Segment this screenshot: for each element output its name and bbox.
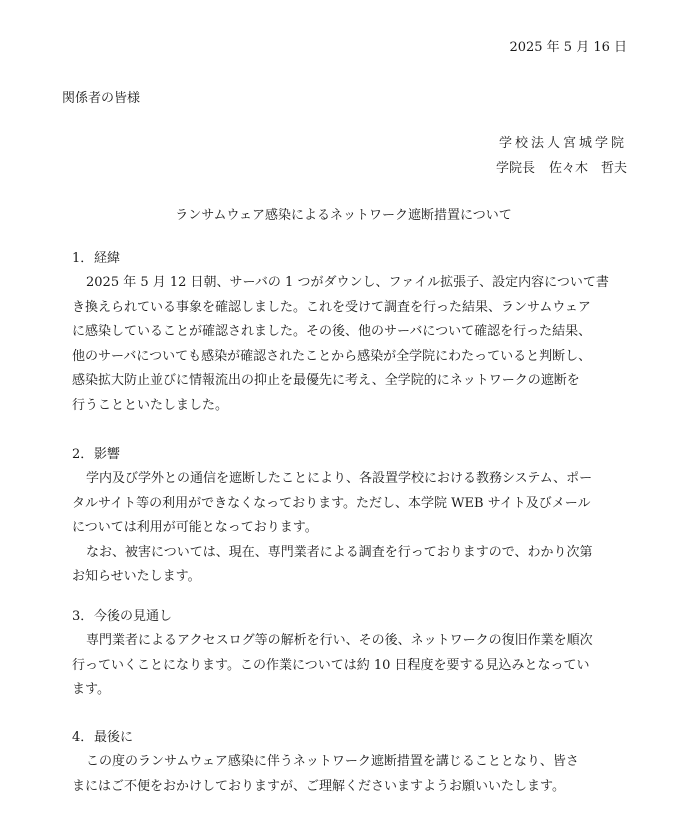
section-heading [72,247,632,271]
paragraph-line: タルサイト等の利用ができなくなっております。ただし、本学院 WEB サイト及びメール [72,495,591,511]
section-impact [72,443,632,590]
paragraph-line: お知らせいたします。 [72,569,201,584]
sender [496,157,627,176]
section-paragraph [72,467,632,541]
section-paragraph [72,541,632,590]
paragraph-line: まにはご不便をおかけしておりますが、ご理解くださいますようお願いいたします。 [72,778,565,794]
paragraph-line: 行うことといたしました。 [72,397,229,413]
paragraph-line: 行っていくことになります。この作業については約 10 日程度を要する見込みとなってい [72,657,590,673]
sender-title: 学院長 [495,161,535,176]
document-date: 2025 年 5 月 16 日 [509,40,627,55]
section-closing [72,726,632,799]
section-title: 経緯 [94,251,121,266]
paragraph-line: なお、被害については、現在、専門業者による調査を行っておりますので、わかり次第 [86,544,593,560]
paragraph-line: 他のサーバについても感染が確認されたことから感染が全学院にわたっていると判断し、 [72,348,592,364]
section-outlook [72,605,632,703]
paragraph-line: ます。 [72,682,110,697]
section-paragraph [72,629,632,703]
section-paragraph [72,271,632,418]
section-title: 今後の見通し [94,609,173,624]
section-paragraph [72,750,632,799]
paragraph-line: き換えられている事象を確認しました。これを受けて調査を行った結果、ランサムウェア [72,299,591,315]
document-title: ランサムウェア感染によるネットワーク遮断措置について [175,208,512,223]
paragraph-line: 専門業者によるアクセスログ等の解析を行い、その後、ネットワークの復旧作業を順次 [86,633,593,648]
sender-name: 佐々木 哲夫 [548,161,627,176]
section-heading [72,605,632,629]
section-title: 影響 [94,447,121,462]
paragraph-line: この度のランサムウェア感染に伴うネットワーク遮断措置を講じることとなり、皆さ [86,754,579,769]
section-title: 最後に [94,730,134,745]
section-number: 3． [72,609,94,624]
addressee: 関係者の皆様 [62,91,141,106]
section-number: 1． [72,251,94,266]
section-heading [72,443,632,467]
paragraph-line: 2025 年 5 月 12 日朝、サーバの 1 つがダウンし、ファイル拡張子、設定内容について書 [86,275,609,290]
section-number: 4． [72,730,94,745]
section-heading [72,726,632,750]
section-number: 2． [72,447,94,462]
paragraph-line: 感染拡大防止並びに情報流出の抑止を最優先に考え、全学院的にネットワークの遮断を [72,373,580,388]
paragraph-line: に感染していることが確認されました。その後、他のサーバについて確認を行った結果、 [72,324,592,339]
paragraph-line: については利用が可能となっております。 [72,520,318,535]
paragraph-line: 学内及び学外との通信を遮断したことにより、各設置学校における教務システム、ポー [86,471,593,486]
organization-name: 学校法人宮城学院 [498,136,627,151]
section-background [72,247,632,418]
